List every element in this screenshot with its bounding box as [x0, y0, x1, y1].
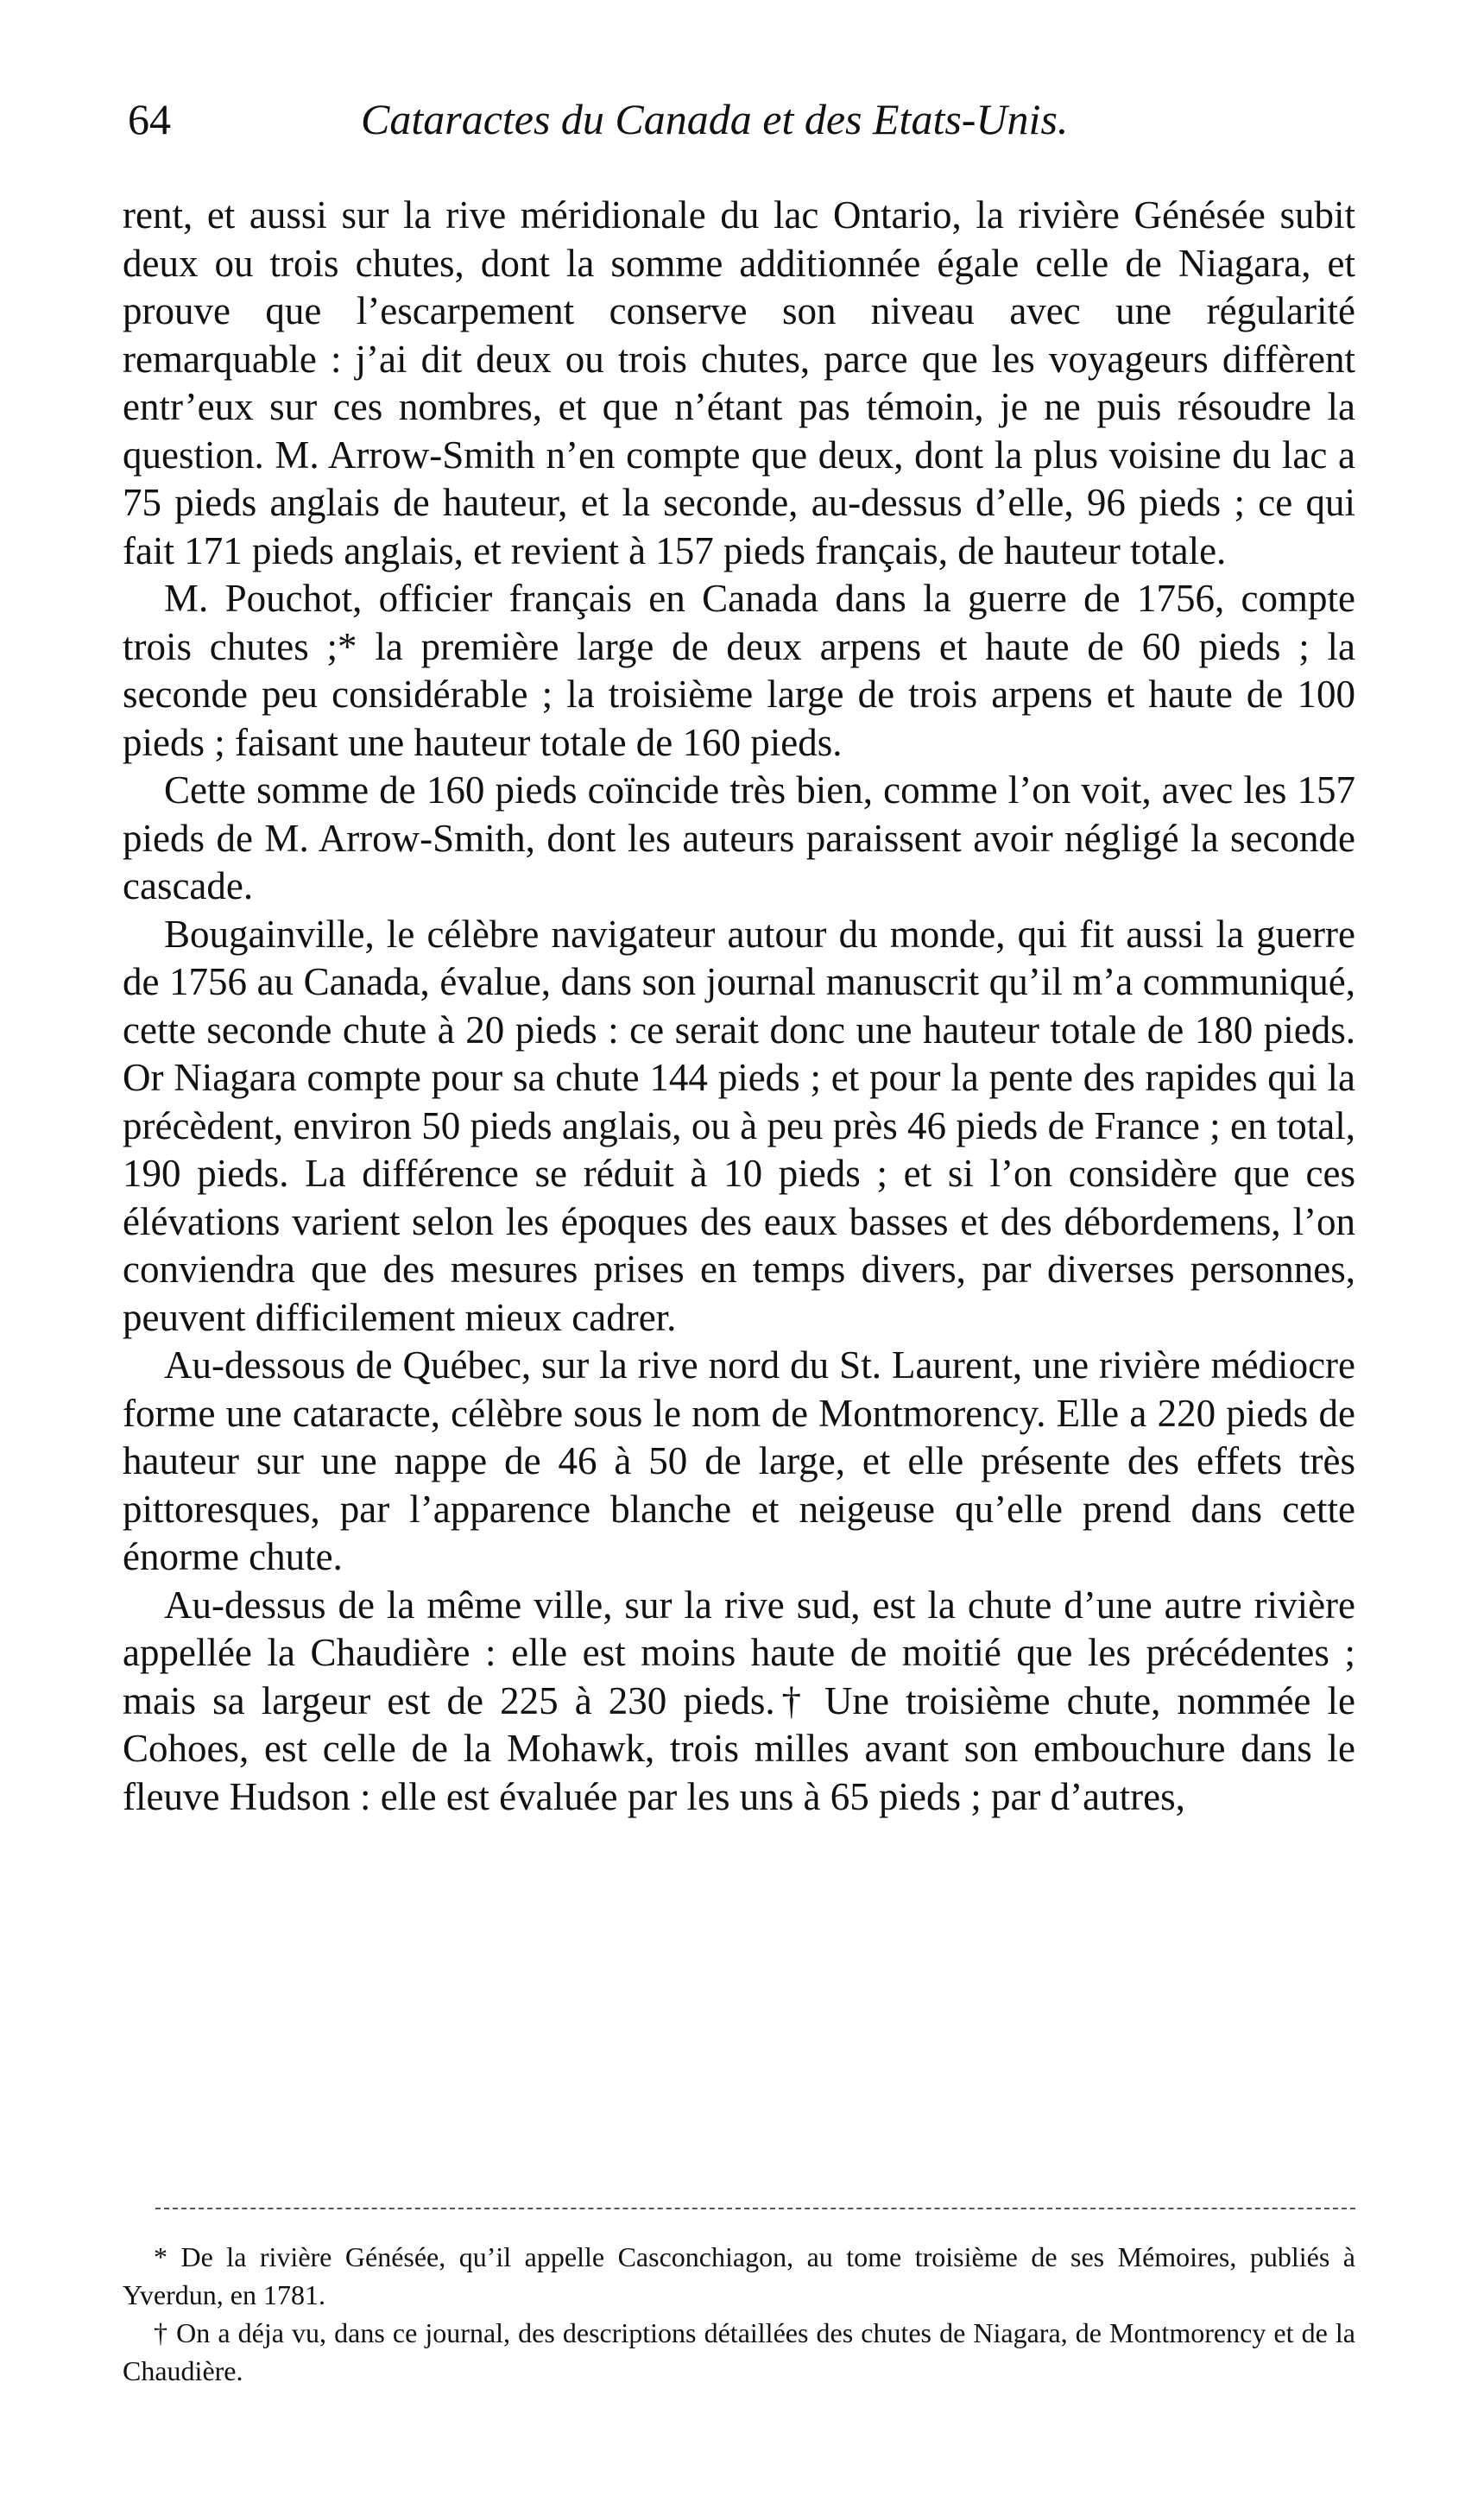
footnote: † On a déja vu, dans ce journal, des descriptions détaillées des chutes de Niagara, de Montmorency et de la Chaudière.	[123, 2317, 1355, 2386]
paragraph: Au-dessus de la même ville, sur la rive sud, est la chute d’une autre rivière appellée la Chaudière : elle est moins haute de moitié que les précédentes ; mais sa largeur est de 225 à 230 pieds.† Une troisième chute, nommée le Cohoes, est celle de la Mohawk, trois milles avant son embouchure dans le fleuve Hudson : elle est évaluée par les uns à 65 pieds ; par d’autres,	[123, 1583, 1355, 1818]
paragraph: M. Pouchot, officier français en Canada dans la guerre de 1756, compte trois chutes ;* la première large de deux arpens et haute de 60 pieds ; la seconde peu considérable ; la troisième large de trois arpens et haute de 100 pieds ; faisant une hauteur totale de 160 pieds.	[123, 577, 1355, 764]
paragraph: Cette somme de 160 pieds coïncide très bien, comme l’on voit, avec les 157 pieds de M. Arrow-Smith, dont les auteurs paraissent avoir négligé la seconde cascade.	[123, 768, 1355, 907]
footnotes	[123, 2238, 1355, 2390]
paragraph: rent, et aussi sur la rive méridionale du lac Ontario, la rivière Génésée subit deux ou trois chutes, dont la somme additionnée égale celle de Niagara, et prouve que l’escarpement conserve son niveau avec une régularité remarquable : j’ai dit deux ou trois chutes, parce que les voyageurs diffèrent entr’eux sur ces nombres, et que n’étant pas témoin, je ne puis résoudre la question. M. Arrow-Smith n’en compte que deux, dont la plus voisine du lac a 75 pieds anglais de hauteur, et la seconde, au-dessus d’elle, 96 pieds ; ce qui fait 171 pieds anglais, et revient à 157 pieds français, de hauteur totale.	[123, 193, 1355, 572]
running-title: Cataractes du Canada et des Etats-Unis.	[361, 95, 1069, 143]
page-number: 64	[128, 95, 171, 143]
footnote-divider	[155, 2208, 1355, 2209]
page-header	[128, 93, 1355, 154]
paragraph: Au-dessous de Québec, sur la rive nord du St. Laurent, une rivière médiocre forme une cataracte, célèbre sous le nom de Montmorency. Elle a 220 pieds de hauteur sur une nappe de 46 à 50 de large, et elle présente des effets très pittoresques, par l’apparence blanche et neigeuse qu’elle prend dans cette énorme chute.	[123, 1343, 1355, 1578]
main-text	[123, 192, 1355, 1821]
footnote: * De la rivière Génésée, qu’il appelle Casconchiagon, au tome troisième de ses Mémoires, publiés à Yverdun, en 1781.	[123, 2241, 1355, 2310]
paragraph: Bougainville, le célèbre navigateur autour du monde, qui fit aussi la guerre de 1756 au Canada, évalue, dans son journal manuscrit qu’il m’a communiqué, cette seconde chute à 20 pieds : ce serait donc une hauteur totale de 180 pieds. Or Niagara compte pour sa chute 144 pieds ; et pour la pente des rapides qui la précèdent, environ 50 pieds anglais, ou à peu près 46 pieds de France ; en total, 190 pieds. La différence se réduit à 10 pieds ; et si l’on considère que ces élévations varient selon les époques des eaux basses et des débordemens, l’on conviendra que des mesures prises en temps divers, par diverses personnes, peuvent difficilement mieux cadrer.	[123, 912, 1355, 1339]
